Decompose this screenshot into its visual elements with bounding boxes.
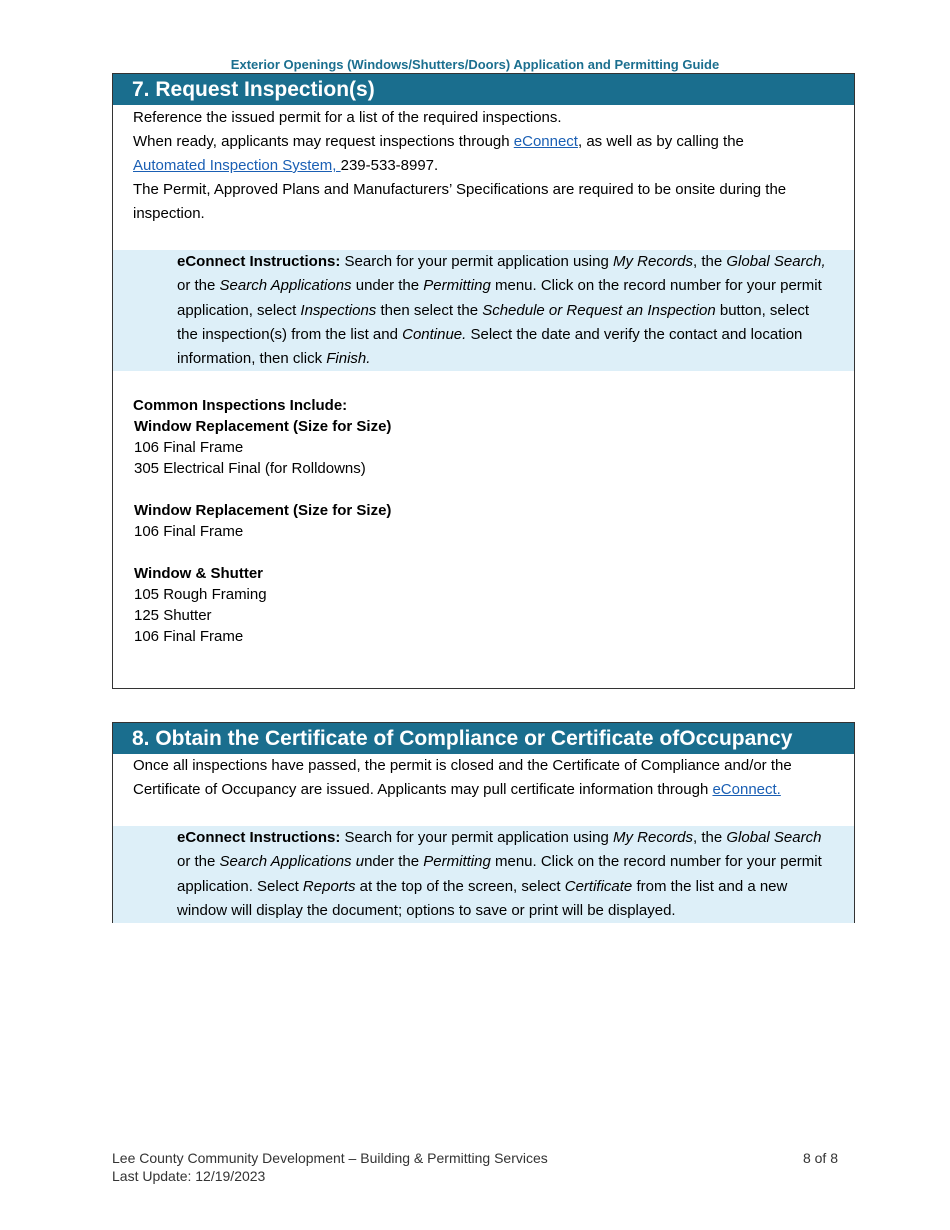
text: My Records (613, 253, 694, 270)
section-8-body (113, 754, 854, 802)
section-7-body (113, 105, 854, 226)
text: or the (177, 853, 220, 871)
instructions-label: eConnect Instructions: (177, 253, 341, 270)
inspection-item: 106 Final Frame (134, 628, 244, 646)
common-inspections-heading: Common Inspections Include: (133, 397, 348, 415)
text: , the (693, 253, 727, 270)
text: or the (177, 277, 220, 295)
inspection-item: 106 Final Frame (134, 523, 244, 541)
text: Permitting (423, 277, 491, 295)
footer (112, 1149, 548, 1185)
common-inspections (113, 395, 854, 647)
text: at the top of the screen, select (355, 877, 565, 895)
inspection-item: 106 Final Frame (134, 439, 244, 457)
text: button, select the inspection(s) from the list and (177, 301, 810, 343)
section-request-inspections (112, 73, 855, 689)
inspection-group-title: Window Replacement (Size for Size) (134, 502, 392, 520)
inspection-item: 305 Electrical Final (for Rolldowns) (134, 460, 366, 478)
text: from the list and a new window will display the document; options to save or print will be displayed. (177, 877, 788, 919)
footer-organization: Lee County Community Development – Building & Permitting Services (112, 1150, 548, 1166)
section-7-paragraph-2 (133, 130, 834, 178)
text: Schedule or Request an Inspection (482, 301, 716, 319)
phone-number: 239-533-8997. (340, 157, 439, 174)
text: Permitting (423, 853, 491, 871)
inspection-group-title: Window & Shutter (134, 565, 264, 583)
text: Global Search (726, 829, 822, 846)
text: Finish. (326, 350, 371, 368)
section-7-paragraph-1: Reference the issued permit for a list of the required inspections. (133, 109, 562, 126)
section-8-heading: 8. Obtain the Certificate of Compliance or Certificate ofOccupancy (113, 723, 854, 754)
text: Search for your permit application using (340, 829, 613, 846)
text: Search for your permit application using (340, 253, 613, 270)
text: Once all inspections have passed, the permit is closed and the Certificate of Compliance and/or the Certificate of Occupancy are issued. Applicants may pull certificate information through (133, 757, 792, 798)
section-8-paragraph-1 (133, 754, 834, 802)
text: Search Applications (219, 277, 352, 295)
econnect-link[interactable]: eConnect (513, 133, 578, 150)
text: Inspections (300, 301, 377, 319)
text: Search Applications u (219, 853, 365, 871)
text: When ready, applicants may request inspections through (133, 133, 514, 150)
document-title: Exterior Openings (Windows/Shutters/Doors) Application and Permitting Guide (230, 57, 720, 72)
text: , the (693, 829, 727, 846)
text: My Records (613, 829, 694, 846)
instructions-label: eConnect Instructions: (177, 829, 341, 846)
text: under the (351, 277, 424, 295)
text: Certificate (564, 877, 633, 895)
inspection-item: 125 Shutter (134, 607, 212, 625)
inspection-group-title: Window Replacement (Size for Size) (134, 418, 392, 436)
text: menu. Click on the record number for your permit application, select (177, 277, 822, 319)
section-7-econnect-instructions (113, 250, 854, 371)
text: Reports (302, 877, 356, 895)
text: Select the date and verify the contact and location information, then click (177, 325, 803, 368)
section-obtain-certificate (112, 722, 855, 923)
text: menu. Click on the record number for your permit application. Select (177, 853, 822, 895)
section-7-paragraph-3: The Permit, Approved Plans and Manufacturers’ Specifications are required to be onsite during the inspection. (133, 181, 787, 222)
footer-last-update: Last Update: 12/19/2023 (112, 1168, 266, 1184)
econnect-link[interactable]: eConnect. (712, 781, 781, 798)
text: then select the (376, 301, 483, 319)
automated-inspection-system-link[interactable]: Automated Inspection System, (133, 157, 341, 174)
text: Continue. (402, 325, 467, 343)
text: Global Search, (726, 253, 826, 270)
text: , as well as by calling the (577, 133, 744, 150)
section-7-heading: 7. Request Inspection(s) (113, 74, 854, 105)
page-number: 8 of 8 (802, 1150, 838, 1166)
text: nder the (364, 853, 424, 871)
section-8-econnect-instructions (113, 826, 854, 923)
inspection-item: 105 Rough Framing (134, 586, 267, 604)
